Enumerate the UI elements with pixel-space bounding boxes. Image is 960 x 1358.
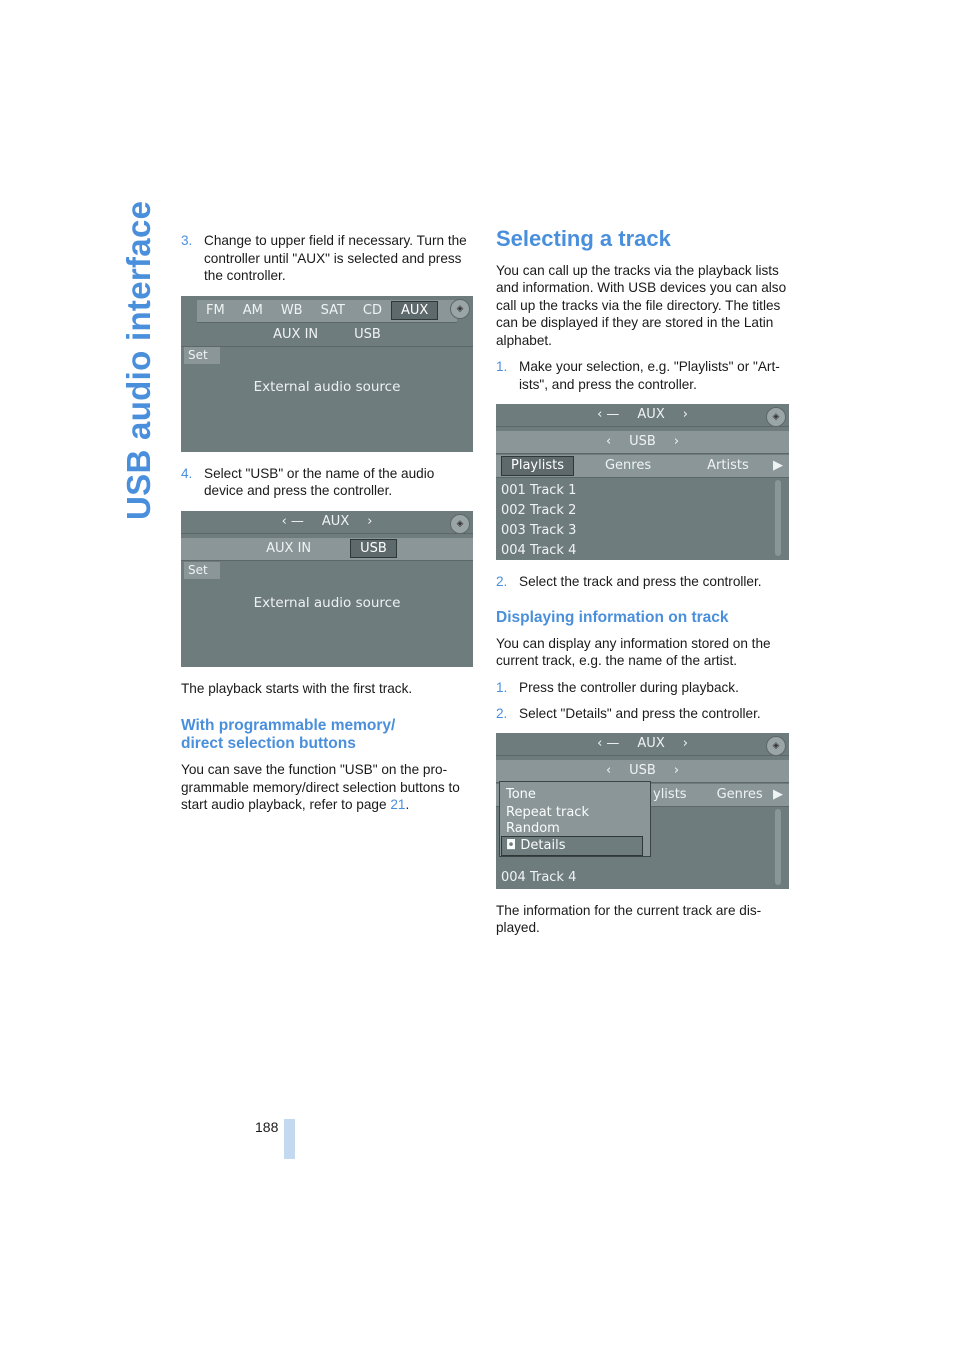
page-link[interactable]: 21	[390, 797, 406, 812]
step-2: 2. Select the track and press the controller.	[496, 574, 762, 589]
source-aux[interactable]: AUX	[637, 735, 665, 751]
scrollbar[interactable]	[775, 480, 781, 556]
tab-sat[interactable]: SAT	[320, 302, 345, 318]
options-popup	[499, 781, 651, 857]
track-item[interactable]: 002 Track 2	[501, 503, 577, 518]
controller-dial-icon: ◈	[450, 299, 470, 319]
menu-item-repeat-track[interactable]: Repeat track	[506, 804, 589, 820]
page-number: 188	[255, 1119, 279, 1135]
source-usb[interactable]: USB	[629, 762, 656, 778]
intro-paragraph: You can call up the tracks via the playback lists and information. With USB devices you can also call up the tracks via the file directory. The titles can be displayed if they are stored in the Latin alphabet.	[496, 262, 787, 348]
source-aux[interactable]: AUX	[637, 407, 665, 423]
source-aux[interactable]: AUX	[321, 513, 350, 529]
controller-dial-icon: ◈	[766, 736, 786, 756]
controller-dial-icon: ◈	[766, 407, 786, 427]
usb-bar	[496, 760, 789, 783]
info-paragraph: You can display any information stored on the current track, e.g. the name of the artist.	[496, 635, 771, 668]
tab-fm[interactable]: FM	[206, 302, 225, 318]
chevron-left-icon: ‹ —	[597, 735, 620, 751]
top-source-bar	[181, 511, 473, 534]
tab-cd[interactable]: CD	[362, 302, 383, 318]
chevron-left-icon: ‹ —	[597, 407, 620, 423]
playback-note: The playback starts with the first track.	[181, 680, 413, 696]
source-usb[interactable]: USB	[629, 434, 656, 450]
top-source-bar	[496, 733, 789, 756]
tab-playlists[interactable]: ylists	[653, 786, 687, 802]
section-heading-memory: With programmable memory/ direct selection buttons	[181, 717, 396, 752]
set-button[interactable]: Set	[184, 562, 220, 579]
chevron-right-icon: ›	[682, 735, 688, 751]
page-marker	[284, 1119, 295, 1159]
tab-genres[interactable]: Genres	[604, 458, 652, 474]
step-2b: 2. Select "Details" and press the controller.	[496, 706, 761, 721]
memory-paragraph: You can save the function "USB" on the programmable memory/direct selection buttons to start audio playback, refer to page 21.	[181, 762, 460, 812]
screen-aux-select	[181, 296, 473, 452]
checkbox-icon: ◘	[506, 837, 521, 853]
right-column	[496, 226, 790, 946]
chevron-right-icon: ›	[673, 434, 680, 450]
sub-tabs	[181, 324, 473, 347]
closing-paragraph: The information for the current track are displayed.	[496, 902, 762, 935]
menu-item-tone[interactable]: Tone	[506, 786, 536, 802]
tab-aux-in[interactable]: AUX IN	[273, 326, 319, 342]
menu-item-details[interactable]: ◘ Details	[501, 836, 643, 856]
track-item[interactable]: 001 Track 1	[501, 483, 577, 498]
tab-usb[interactable]: USB	[350, 539, 397, 559]
screen-usb-select	[181, 511, 473, 667]
tab-artists[interactable]: Artists	[707, 458, 749, 474]
tab-aux[interactable]: AUX	[391, 301, 438, 321]
tab-usb[interactable]: USB	[354, 326, 381, 342]
tab-am[interactable]: AM	[242, 302, 263, 318]
chevron-right-icon: ▶	[773, 458, 783, 474]
chevron-left-icon: ‹ —	[281, 513, 304, 529]
subheading-info: Displaying information on track	[496, 608, 729, 626]
chevron-left-icon: ‹	[605, 434, 612, 450]
tab-wb[interactable]: WB	[280, 302, 303, 318]
chevron-right-icon: ›	[367, 513, 373, 529]
controller-dial-icon: ◈	[450, 514, 470, 534]
top-source-bar	[496, 404, 789, 427]
menu-item-random[interactable]: Random	[506, 820, 560, 836]
screen-playlists	[496, 404, 789, 560]
set-button[interactable]: Set	[184, 347, 220, 364]
tab-genres[interactable]: Genres	[716, 786, 763, 802]
step-4: 4. Select "USB" or the name of the audio device and press the controller.	[181, 465, 435, 498]
section-heading-selecting-track: Selecting a track	[496, 226, 671, 251]
track-item[interactable]: 004 Track 4	[501, 869, 577, 885]
source-tabs	[197, 300, 457, 323]
track-item[interactable]: 003 Track 3	[501, 523, 577, 538]
sub-tabs	[181, 538, 473, 561]
external-audio-label: External audio source	[253, 594, 401, 611]
chevron-right-icon: ›	[682, 407, 688, 423]
track-item[interactable]: 004 Track 4	[501, 543, 577, 558]
left-column	[181, 232, 475, 823]
category-tabs	[496, 455, 789, 478]
side-section-title: USB audio interface	[120, 200, 157, 520]
step-3: 3. Change to upper field if necessary. Turn the controller until "AUX" is selected and press the controller.	[181, 233, 467, 283]
chevron-right-icon: ▶	[773, 786, 783, 802]
chevron-right-icon: ›	[673, 762, 680, 778]
tab-aux-in[interactable]: AUX IN	[266, 540, 312, 556]
tab-playlists[interactable]: Playlists	[501, 456, 574, 476]
step-1: 1. Make your selection, e.g. "Playlists" or "Artists", and press the controller.	[496, 359, 780, 392]
screen-details-menu	[496, 733, 789, 889]
chevron-left-icon: ‹	[605, 762, 612, 778]
usb-bar	[496, 431, 789, 454]
step-1b: 1. Press the controller during playback.	[496, 679, 739, 695]
scrollbar[interactable]	[775, 809, 781, 885]
external-audio-label: External audio source	[253, 378, 401, 395]
